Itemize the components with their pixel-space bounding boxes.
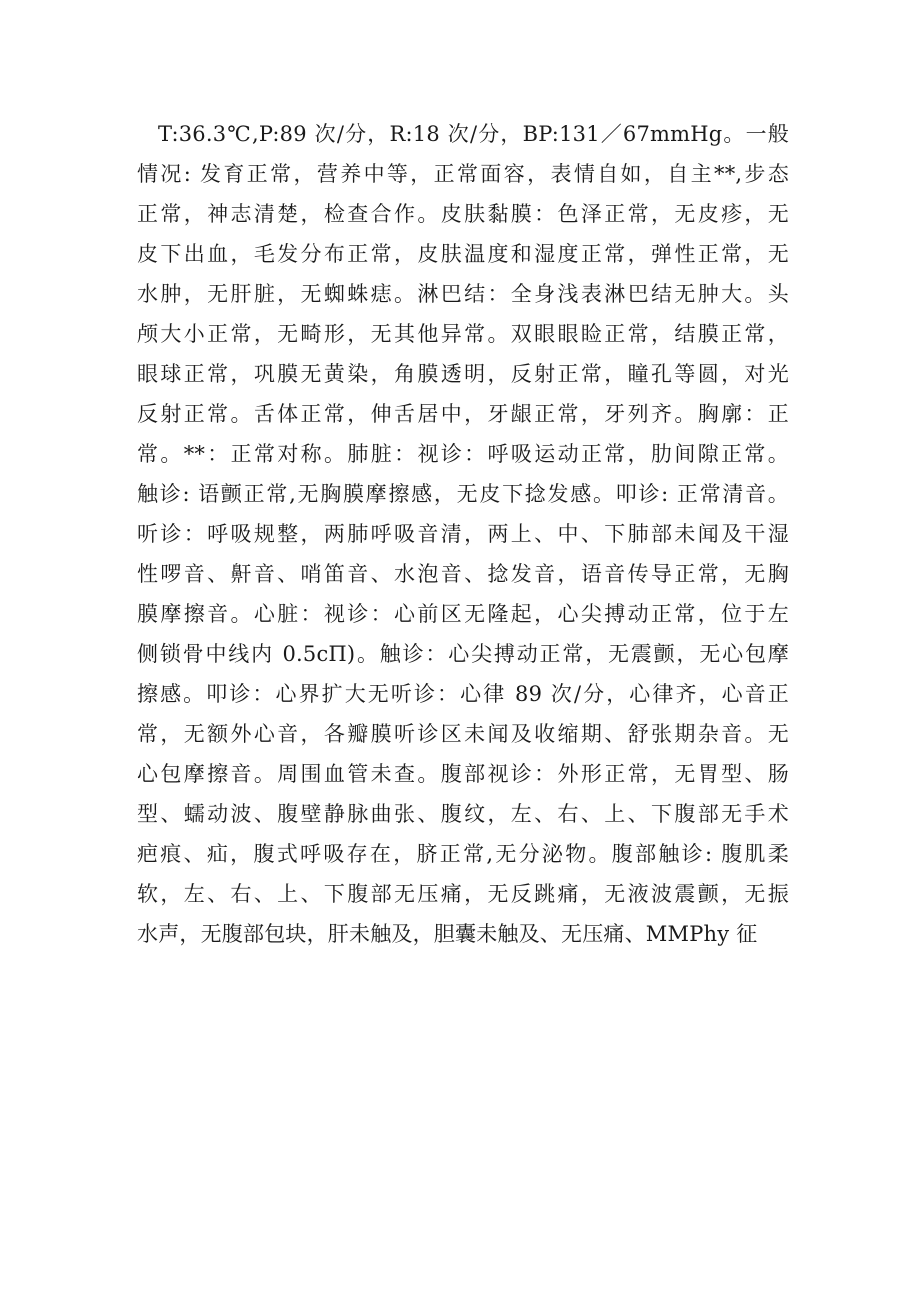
text-line: 型、蠕动波、腹壁静脉曲张、腹纹，左、右、上、下腹部无手术 <box>137 802 789 826</box>
text-line: 心包摩擦音。周围血管未查。腹部视诊：外形正常，无胃型、肠 <box>137 762 789 786</box>
text-line: 擦感。叩诊：心界扩大无听诊：心律 89 次/分，心律齐，心音正 <box>137 682 789 706</box>
text-line: 疤痕、疝，腹式呼吸存在，脐正常,无分泌物。腹部触诊: 腹肌柔 <box>137 842 789 866</box>
text-line: 膜摩擦音。心脏：视诊：心前区无隆起，心尖搏动正常，位于左 <box>137 602 789 626</box>
text-line: 水肿，无肝脏，无蜘蛛痣。淋巴结：全身浅表淋巴结无肿大。头 <box>137 282 789 306</box>
text-line: 反射正常。舌体正常，伸舌居中，牙龈正常，牙列齐。胸廓：正 <box>137 402 789 426</box>
text-line: 软，左、右、上、下腹部无压痛，无反跳痛，无液波震颤，无振 <box>137 882 789 906</box>
text-line: 听诊：呼吸规整，两肺呼吸音清，两上、中、下肺部未闻及干湿 <box>137 522 789 546</box>
document-body <box>137 114 789 954</box>
text-line: 性啰音、鼾音、哨笛音、水泡音、捻发音，语音传导正常，无胸 <box>137 562 789 586</box>
text-line: 颅大小正常，无畸形，无其他异常。双眼眼睑正常，结膜正常， <box>137 322 789 346</box>
text-line: 侧锁骨中线内 0.5cΠ)。触诊：心尖搏动正常，无震颤，无心包摩 <box>137 642 789 666</box>
text-line: 情况: 发育正常，营养中等，正常面容，表情自如，自主**,步态 <box>137 162 789 186</box>
text-line: 皮下出血，毛发分布正常，皮肤温度和湿度正常，弹性正常，无 <box>137 242 789 266</box>
text-line: 正常，神志清楚，检查合作。皮肤黏膜：色泽正常，无皮疹，无 <box>137 202 789 226</box>
text-line: T:36.3℃,P:89 次/分，R:18 次/分，BP:131／67mmHg。一般 <box>158 122 789 146</box>
text-line: 眼球正常，巩膜无黄染，角膜透明，反射正常，瞳孔等圆，对光 <box>137 362 789 386</box>
text-line: 常。**：正常对称。肺脏：视诊：呼吸运动正常，肋间隙正常。 <box>137 442 789 466</box>
text-line: 水声，无腹部包块，肝未触及，胆囊未触及、无压痛、MMPhy 征 <box>137 922 758 946</box>
text-line: 常，无额外心音，各瓣膜听诊区未闻及收缩期、舒张期杂音。无 <box>137 722 789 746</box>
text-line: 触诊: 语颤正常,无胸膜摩擦感，无皮下捻发感。叩诊: 正常清音。 <box>137 482 789 506</box>
